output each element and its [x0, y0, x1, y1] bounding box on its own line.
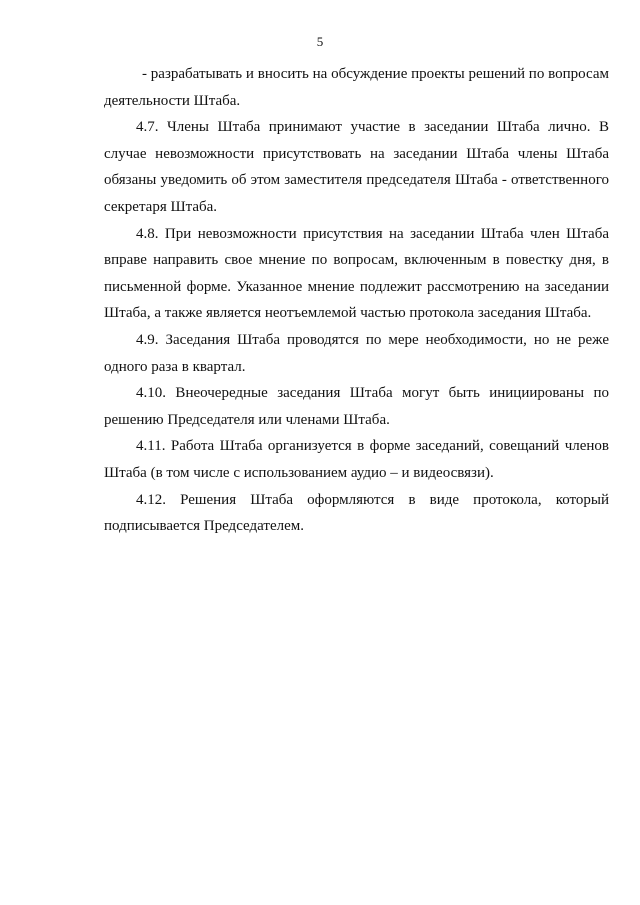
paragraph-4-10: 4.10. Внеочередные заседания Штаба могут быть инициированы по решению Председателя или членами Штаба. [104, 385, 609, 428]
paragraph-4-8: 4.8. При невозможности присутствия на заседании Штаба член Штаба вправе направить свое мнение по вопросам, включенным в повестку дня, в письменной форме. Указанное мнение подлежит рассмотрению на заседании Штаба, а также является неотъемлемой частью протокола заседания Штаба. [104, 225, 609, 322]
page-number: 5 [316, 34, 324, 49]
paragraph-4-7: 4.7. Члены Штаба принимают участие в заседании Штаба лично. В случае невозможности присутствовать на заседании Штаба члены Штаба обязаны уведомить об этом заместителя председателя Штаба - ответственного секретаря Штаба. [104, 119, 609, 215]
paragraph-4-11: 4.11. Работа Штаба организуется в форме заседаний, совещаний членов Штаба (в том числе с использованием аудио – и видеосвязи). [104, 438, 609, 481]
paragraph-item-develop-proposals: - разрабатывать и вносить на обсуждение проекты решений по вопросам деятельности Штаба. [104, 66, 609, 109]
document-body [104, 61, 609, 540]
paragraph-4-9: 4.9. Заседания Штаба проводятся по мере необходимости, но не реже одного раза в квартал. [104, 331, 609, 375]
paragraph-4-12: 4.12. Решения Штаба оформляются в виде протокола, который подписывается Председателем. [104, 491, 609, 535]
